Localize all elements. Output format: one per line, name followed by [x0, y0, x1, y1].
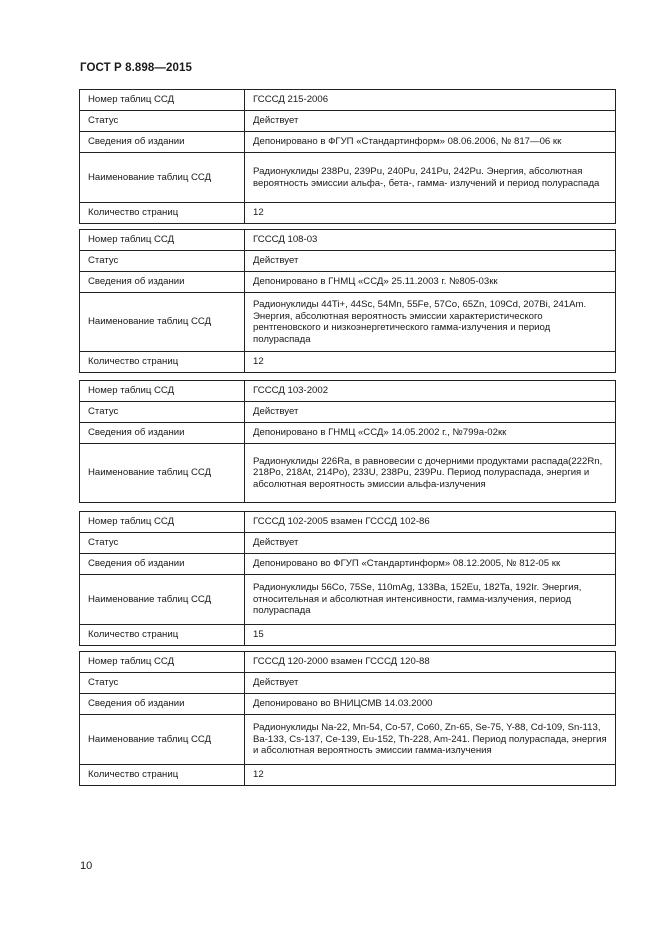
- record-table-4: [79, 511, 616, 646]
- label-status: Статус: [80, 533, 245, 554]
- record-table-5: [79, 651, 616, 786]
- label-number: Номер таблиц ССД: [80, 512, 245, 533]
- label-number: Номер таблиц ССД: [80, 381, 245, 402]
- name-value: Радионуклиды Na-22, Mn-54, Co-57, Co60, Zn-65, Se-75, Y-88, Cd-109, Sn-113, Ba-133, Cs-137, Ce-139, Eu-152, Th-228, Am-241. Период полураспада, энергия и абсолютная вероятность эмиссии гамма-излучения: [245, 715, 616, 765]
- page-number: 10: [80, 860, 93, 872]
- status-value: Действует: [245, 673, 616, 694]
- record-table-1: [79, 89, 616, 224]
- publication-value: Депонировано во ВНИЦСМВ 14.03.2000: [245, 694, 616, 715]
- record-table-2: [79, 229, 616, 373]
- name-value: Радионуклиды 238Pu, 239Pu, 240Pu, 241Pu, 242Pu. Энергия, абсолютная вероятность эмиссии альфа-, бета-, гамма- излучений и период полураспада: [245, 153, 616, 203]
- label-name: Наименование таблиц ССД: [80, 575, 245, 625]
- name-value: Радионуклиды 44Ti+, 44Sc, 54Mn, 55Fe, 57Co, 65Zn, 109Cd, 207Bi, 241Am. Энергия, абсолютная вероятность эмиссии характеристического рентгеновского и низкоэнергетического гамма-излучения и период полураспада: [245, 293, 616, 352]
- status-value: Действует: [245, 402, 616, 423]
- label-status: Статус: [80, 111, 245, 132]
- table-number: ГСССД 108-03: [245, 230, 616, 251]
- label-name: Наименование таблиц ССД: [80, 444, 245, 503]
- publication-value: Депонировано в ФГУП «Стандартинформ» 08.06.2006, № 817—06 кк: [245, 132, 616, 153]
- label-number: Номер таблиц ССД: [80, 230, 245, 251]
- publication-value: Депонировано в ГНМЦ «ССД» 14.05.2002 г., №799а-02кк: [245, 423, 616, 444]
- label-number: Номер таблиц ССД: [80, 652, 245, 673]
- label-name: Наименование таблиц ССД: [80, 293, 245, 352]
- publication-value: Депонировано во ФГУП «Стандартинформ» 08.12.2005, № 812-05 кк: [245, 554, 616, 575]
- label-number: Номер таблиц ССД: [80, 90, 245, 111]
- status-value: Действует: [245, 251, 616, 272]
- label-name: Наименование таблиц ССД: [80, 715, 245, 765]
- pages-value: 15: [245, 625, 616, 646]
- publication-value: Депонировано в ГНМЦ «ССД» 25.11.2003 г. №805-03кк: [245, 272, 616, 293]
- name-value: Радионуклиды 226Ra, в равновесии с дочерними продуктами распада(222Rn, 218Po, 218At, 214Po), 233U, 238Pu, 239Pu. Период полураспада, энергия и абсолютная вероятность эмиссии альфа-излучения: [245, 444, 616, 503]
- table-number: ГСССД 102-2005 взамен ГСССД 102-86: [245, 512, 616, 533]
- pages-value: 12: [245, 765, 616, 786]
- label-pages: Количество страниц: [80, 765, 245, 786]
- table-number: ГСССД 120-2000 взамен ГСССД 120-88: [245, 652, 616, 673]
- label-status: Статус: [80, 251, 245, 272]
- label-publication: Сведения об издании: [80, 272, 245, 293]
- record-table-3: [79, 380, 616, 503]
- label-publication: Сведения об издании: [80, 694, 245, 715]
- table-number: ГСССД 215-2006: [245, 90, 616, 111]
- pages-value: 12: [245, 352, 616, 373]
- status-value: Действует: [245, 533, 616, 554]
- label-publication: Сведения об издании: [80, 554, 245, 575]
- table-number: ГСССД 103-2002: [245, 381, 616, 402]
- status-value: Действует: [245, 111, 616, 132]
- label-pages: Количество страниц: [80, 352, 245, 373]
- label-publication: Сведения об издании: [80, 423, 245, 444]
- label-pages: Количество страниц: [80, 203, 245, 224]
- label-name: Наименование таблиц ССД: [80, 153, 245, 203]
- label-pages: Количество страниц: [80, 625, 245, 646]
- page-header: ГОСТ Р 8.898—2015: [80, 62, 192, 74]
- label-status: Статус: [80, 402, 245, 423]
- pages-value: 12: [245, 203, 616, 224]
- name-value: Радионуклиды 56Co, 75Se, 110mAg, 133Ba, 152Eu, 182Ta, 192Ir. Энергия, относительная и абсолютная интенсивности, гамма-излучения, период полураспада: [245, 575, 616, 625]
- label-status: Статус: [80, 673, 245, 694]
- label-publication: Сведения об издании: [80, 132, 245, 153]
